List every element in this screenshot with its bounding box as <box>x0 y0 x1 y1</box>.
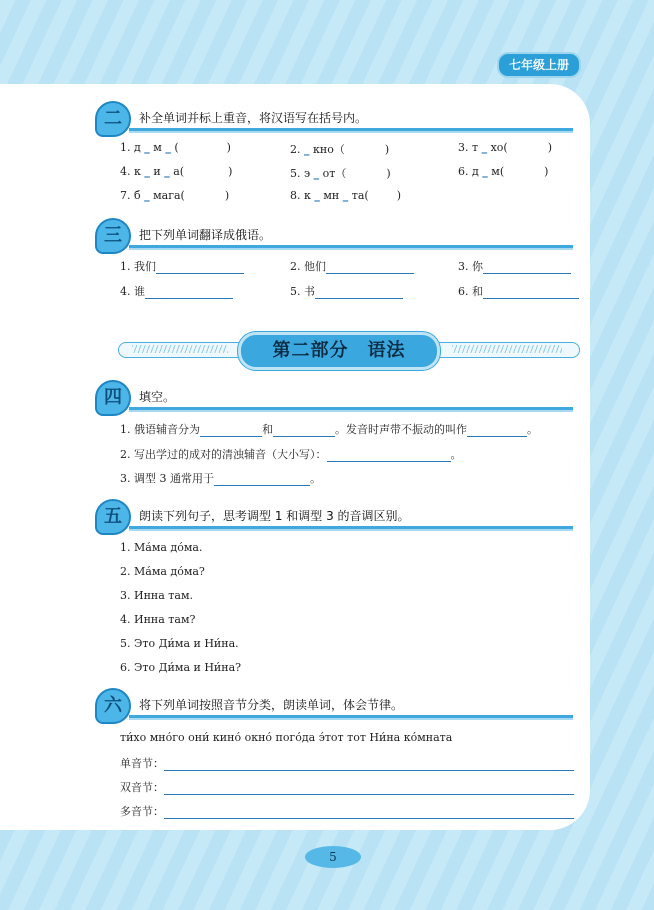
s5-sentence-1: 1. Ма́ма до́ма. <box>120 541 203 554</box>
s6-row-disyllabic: 双音节： <box>120 779 574 795</box>
s3-item-1: 1. 我们 <box>120 258 244 274</box>
grade-tag: 七年级上册 <box>497 52 581 78</box>
s6-word-list: ти́хо мно́го они́ кино́ окно́ пого́да э́тот тот Ни́на ко́мната <box>120 731 453 744</box>
part-two-title: 第二部分 语法 <box>238 332 440 370</box>
s6-row-monosyllabic: 单音节： <box>120 755 574 771</box>
s6-row-polysyllabic: 多音节： <box>120 803 574 819</box>
s4-question-3: 3. 调型 3 通常用于 。 <box>120 472 321 485</box>
section-6-badge: 六 <box>95 688 131 724</box>
s4-question-1: 1. 俄语辅音分为 和 。发音时声带不振动的叫作 。 <box>120 423 538 436</box>
section-6-title: 将下列单词按照音节分类，朗读单词，体会节律。 <box>139 698 404 712</box>
section-3-badge: 三 <box>95 218 131 254</box>
section-4-title: 填空。 <box>139 390 176 404</box>
section-2-rule <box>129 128 573 133</box>
s5-sentence-3: 3. Инна там. <box>120 589 193 602</box>
s3-item-2: 2. 他们 <box>290 258 414 274</box>
s2-item-4: 4. к _ и _ а( ) <box>120 165 233 178</box>
s3-item-5: 5. 书 <box>290 283 403 299</box>
s2-item-3: 3. т _ хо( ) <box>458 141 553 154</box>
s2-item-1: 1. д _ м _ ( ) <box>120 141 231 154</box>
page-number: 5 <box>305 846 361 868</box>
s2-item-8: 8. к _ мн _ та( ) <box>290 189 401 202</box>
section-3-title: 把下列单词翻译成俄语。 <box>139 228 272 242</box>
section-5-title: 朗读下列句子，思考调型 1 和调型 3 的音调区别。 <box>139 509 410 523</box>
s4-question-2: 2. 写出学过的成对的清浊辅音（大小写）： 。 <box>120 448 462 461</box>
section-2-badge: 二 <box>95 101 131 137</box>
s3-item-6: 6. 和 <box>458 283 579 299</box>
part-two-banner <box>118 334 578 364</box>
section-6-rule <box>129 715 573 720</box>
s5-sentence-2: 2. Ма́ма до́ма? <box>120 565 205 578</box>
banner-hatch-left <box>132 345 228 353</box>
section-4-rule <box>129 407 573 412</box>
section-5-badge: 五 <box>95 499 131 535</box>
s3-item-3: 3. 你 <box>458 258 571 274</box>
s2-item-6: 6. д _ м( ) <box>458 165 549 178</box>
section-5-rule <box>129 526 573 531</box>
s5-sentence-5: 5. Это Ди́ма и Ни́на. <box>120 637 239 650</box>
s2-item-5: 5. э _ от（ ) <box>290 167 391 180</box>
s2-item-2: 2. _ кно（ ) <box>290 143 390 156</box>
s2-item-7: 7. б _ мага( ) <box>120 189 230 202</box>
section-3-rule <box>129 245 573 250</box>
section-4-badge: 四 <box>95 380 131 416</box>
banner-hatch-right <box>452 345 562 353</box>
s3-item-4: 4. 谁 <box>120 283 233 299</box>
s5-sentence-4: 4. Инна там? <box>120 613 196 626</box>
s5-sentence-6: 6. Это Ди́ма и Ни́на? <box>120 661 242 674</box>
section-2-title: 补全单词并标上重音，将汉语写在括号内。 <box>139 111 368 125</box>
